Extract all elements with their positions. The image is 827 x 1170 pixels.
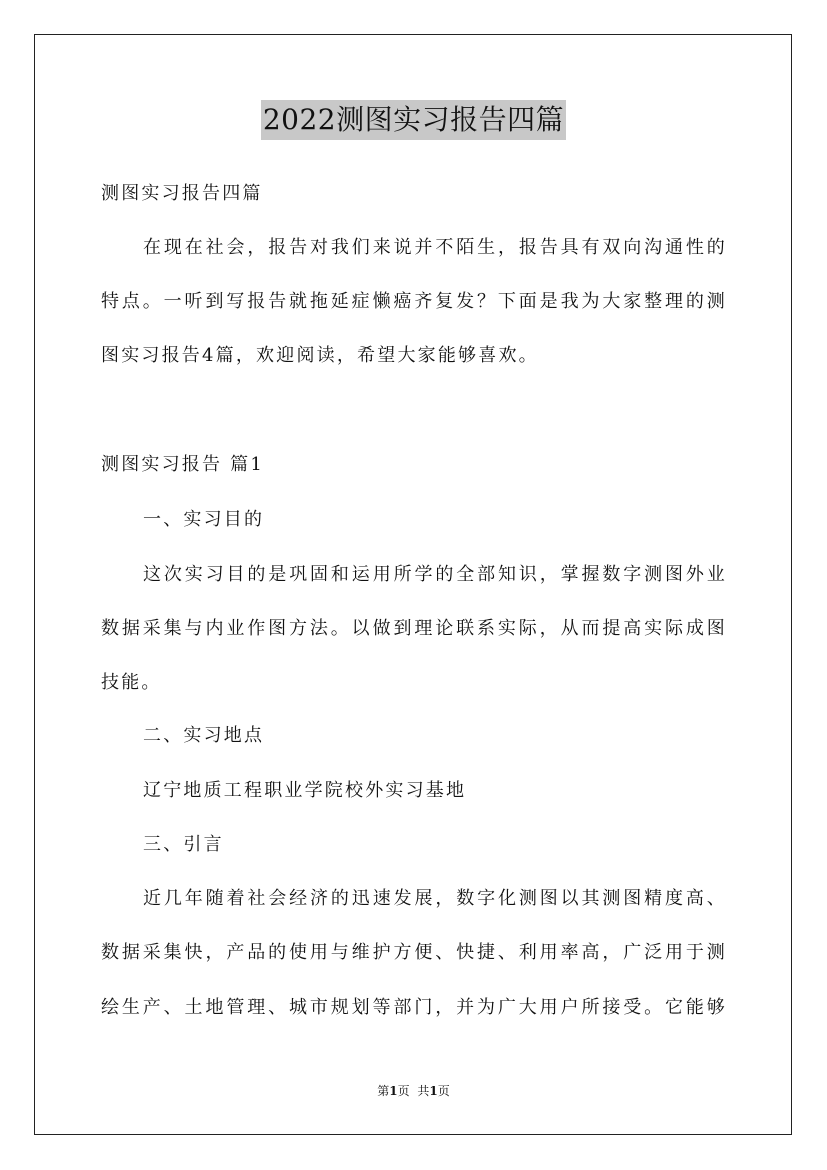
subsection-heading: 三、引言 (143, 834, 224, 855)
footer-page-prefix: 第 (377, 1084, 390, 1098)
paragraph-line: 在现在社会，报告对我们来说并不陌生，报告具有双向沟通性的 (143, 237, 727, 258)
document-title: 2022测图实习报告四篇 (261, 100, 566, 140)
paragraph-line: 近几年随着社会经济的迅速发展，数字化测图以其测图精度高、 (143, 888, 727, 909)
footer-page-suffix: 页 (397, 1084, 410, 1098)
title-container (0, 100, 827, 140)
footer-total-number: 1 (429, 1084, 438, 1098)
paragraph-line: 数据采集与内业作图方法。以做到理论联系实际，从而提高实际成图 (101, 618, 727, 639)
subsection-heading: 一、实习目的 (143, 509, 265, 530)
paragraph-line: 技能。 (101, 672, 162, 693)
paragraph-line: 特点。一听到写报告就拖延症懒癌齐复发？下面是我为大家整理的测 (101, 291, 727, 312)
footer-total-prefix: 共 (417, 1084, 430, 1098)
subtitle-line: 测图实习报告四篇 (101, 183, 263, 204)
page-footer (0, 1082, 827, 1100)
paragraph-line: 图实习报告4篇，欢迎阅读，希望大家能够喜欢。 (101, 345, 539, 366)
paragraph-line: 数据采集快，产品的使用与维护方便、快捷、利用率高，广泛用于测 (101, 942, 727, 963)
footer-page-number: 1 (389, 1084, 398, 1098)
subsection-heading: 二、实习地点 (143, 725, 265, 746)
section-heading: 测图实习报告 篇1 (101, 454, 264, 475)
paragraph-line: 绘生产、土地管理、城市规划等部门，并为广大用户所接受。它能够 (101, 997, 727, 1018)
paragraph-line: 辽宁地质工程职业学院校外实习基地 (143, 780, 467, 801)
footer-total-suffix: 页 (437, 1084, 450, 1098)
paragraph-line: 这次实习目的是巩固和运用所学的全部知识，掌握数字测图外业 (143, 564, 727, 585)
